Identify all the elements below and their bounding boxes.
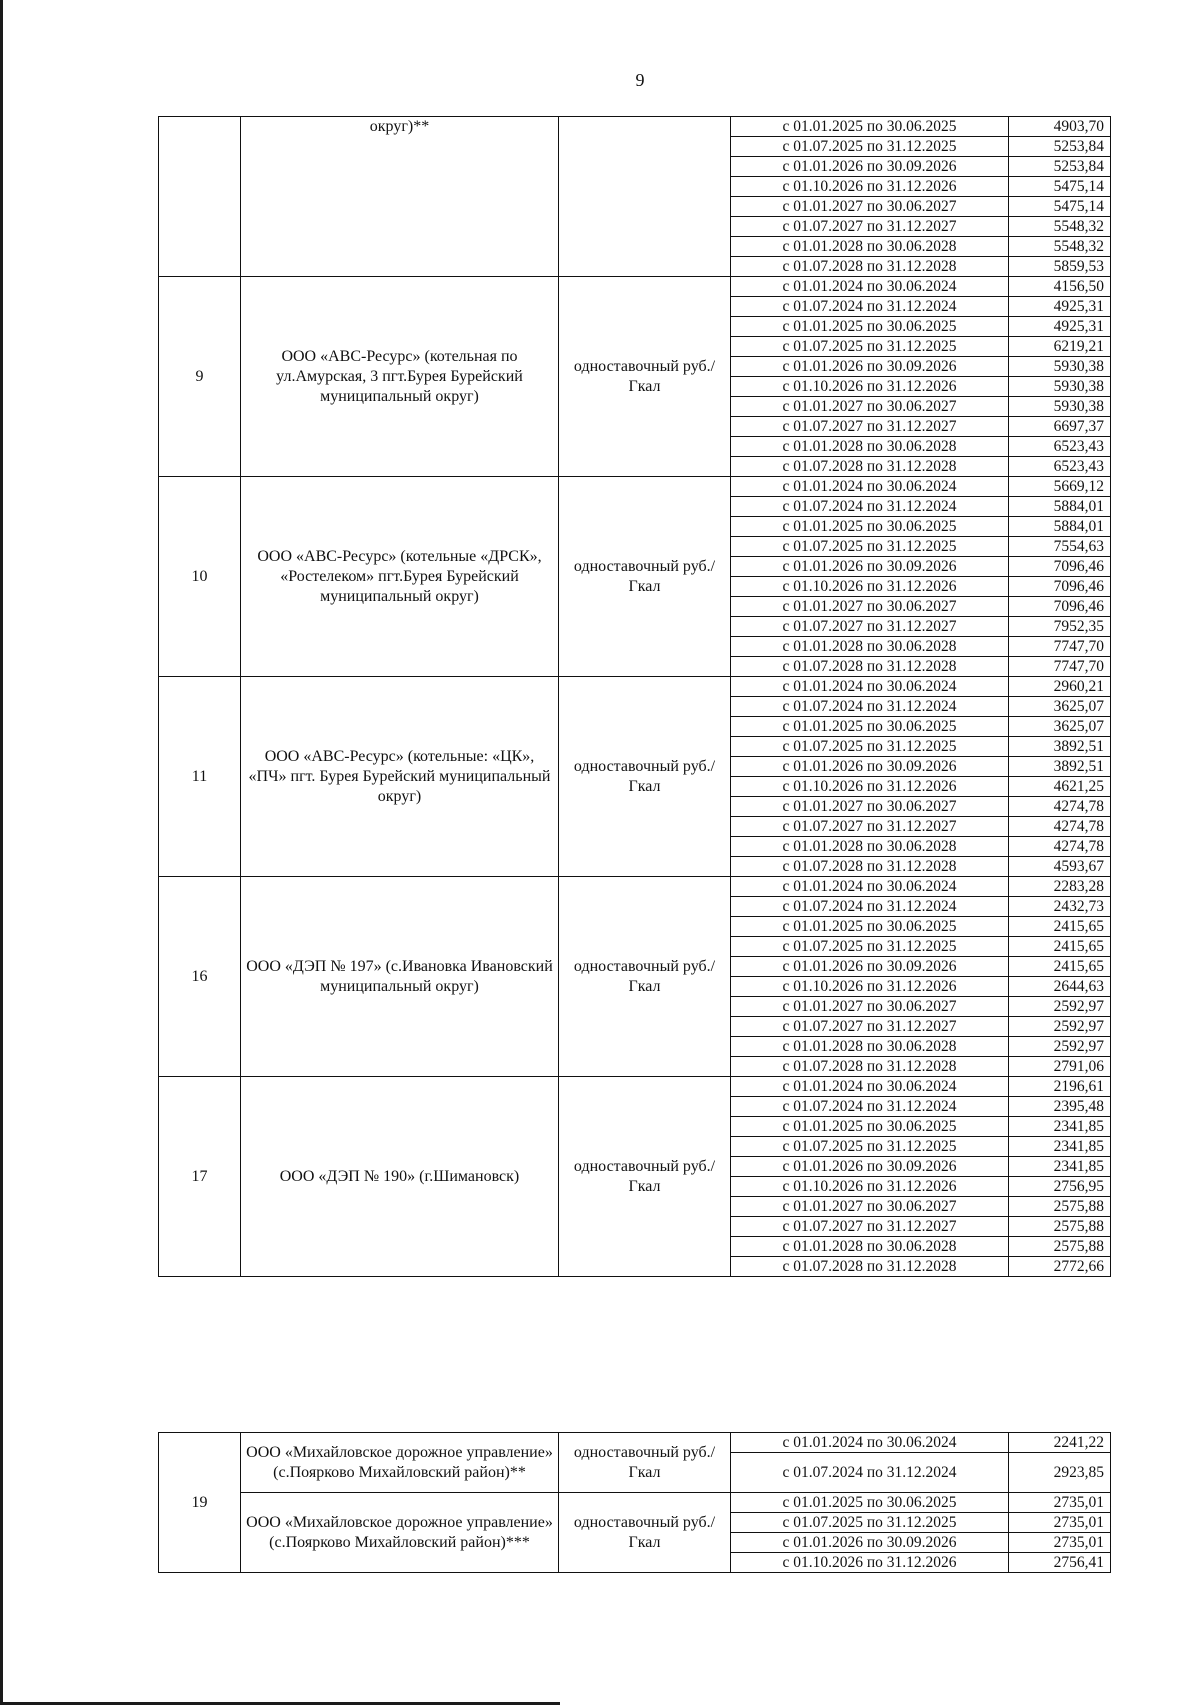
period-cell: с 01.01.2028 по 30.06.2028	[731, 637, 1009, 657]
tariff-value-cell: 2575,88	[1009, 1237, 1111, 1257]
period-cell: с 01.10.2026 по 31.12.2026	[731, 777, 1009, 797]
period-cell: с 01.01.2024 по 30.06.2024	[731, 877, 1009, 897]
period-cell: с 01.01.2028 по 30.06.2028	[731, 837, 1009, 857]
tariff-value-cell: 2772,66	[1009, 1257, 1111, 1277]
period-cell: с 01.01.2024 по 30.06.2024	[731, 1077, 1009, 1097]
table-row	[159, 477, 1111, 497]
tariff-value-cell: 5930,38	[1009, 377, 1111, 397]
period-cell: с 01.10.2026 по 31.12.2026	[731, 577, 1009, 597]
period-cell: с 01.07.2028 по 31.12.2028	[731, 1257, 1009, 1277]
tariff-value-cell: 5669,12	[1009, 477, 1111, 497]
period-cell: с 01.07.2024 по 31.12.2024	[731, 497, 1009, 517]
period-cell: с 01.01.2026 по 30.09.2026	[731, 957, 1009, 977]
tariff-value-cell: 4274,78	[1009, 817, 1111, 837]
period-cell: с 01.10.2026 по 31.12.2026	[731, 377, 1009, 397]
period-cell: с 01.01.2028 по 30.06.2028	[731, 1037, 1009, 1057]
period-cell: с 01.01.2028 по 30.06.2028	[731, 237, 1009, 257]
tariff-value-cell: 7096,46	[1009, 557, 1111, 577]
period-cell: с 01.01.2024 по 30.06.2024	[731, 677, 1009, 697]
table-row	[159, 117, 1111, 137]
table-row	[159, 677, 1111, 697]
period-cell: с 01.01.2026 по 30.09.2026	[731, 1533, 1009, 1553]
period-cell: с 01.07.2027 по 31.12.2027	[731, 417, 1009, 437]
tariff-value-cell: 4621,25	[1009, 777, 1111, 797]
table-row	[159, 277, 1111, 297]
period-cell: с 01.01.2026 по 30.09.2026	[731, 557, 1009, 577]
period-cell: с 01.07.2027 по 31.12.2027	[731, 817, 1009, 837]
tariff-value-cell: 2341,85	[1009, 1117, 1111, 1137]
row-number-cell: 11	[159, 677, 241, 877]
tariff-value-cell: 3892,51	[1009, 737, 1111, 757]
tariff-value-cell: 2196,61	[1009, 1077, 1111, 1097]
period-cell: с 01.07.2024 по 31.12.2024	[731, 297, 1009, 317]
tariff-value-cell: 2575,88	[1009, 1217, 1111, 1237]
organization-cell: ООО «ДЭП № 197» (с.Ивановка Ивановский муниципальный округ)	[241, 877, 559, 1077]
tariff-value-cell: 7747,70	[1009, 637, 1111, 657]
tariff-value-cell: 4925,31	[1009, 297, 1111, 317]
row-number-cell: 10	[159, 477, 241, 677]
period-cell: с 01.07.2024 по 31.12.2024	[731, 697, 1009, 717]
tariff-value-cell: 7554,63	[1009, 537, 1111, 557]
period-cell: с 01.01.2024 по 30.06.2024	[731, 1433, 1009, 1453]
tariff-value-cell: 2592,97	[1009, 1037, 1111, 1057]
tariff-value-cell: 6523,43	[1009, 437, 1111, 457]
tariff-value-cell: 5548,32	[1009, 217, 1111, 237]
row-number-cell	[159, 117, 241, 277]
period-cell: с 01.01.2025 по 30.06.2025	[731, 1117, 1009, 1137]
tariff-value-cell: 2644,63	[1009, 977, 1111, 997]
organization-cell: ООО «Михайловское дорожное управление» (с.Поярково Михайловский район)**	[241, 1433, 559, 1493]
tariff-value-cell: 2592,97	[1009, 1017, 1111, 1037]
period-cell: с 01.07.2025 по 31.12.2025	[731, 937, 1009, 957]
tariff-value-cell: 2735,01	[1009, 1493, 1111, 1513]
organization-cell: ООО «Михайловское дорожное управление» (с.Поярково Михайловский район)***	[241, 1493, 559, 1573]
tariff-value-cell: 2735,01	[1009, 1533, 1111, 1553]
tariff-value-cell: 2756,95	[1009, 1177, 1111, 1197]
tariff-type-cell: одноставочный руб./Гкал	[559, 1493, 731, 1573]
period-cell: с 01.01.2025 по 30.06.2025	[731, 1493, 1009, 1513]
tariff-value-cell: 4274,78	[1009, 797, 1111, 817]
tariff-value-cell: 2756,41	[1009, 1553, 1111, 1573]
period-cell: с 01.07.2028 по 31.12.2028	[731, 457, 1009, 477]
tariff-type-cell: одноставочный руб./Гкал	[559, 1433, 731, 1493]
tariff-type-cell: одноставочный руб./Гкал	[559, 277, 731, 477]
period-cell: с 01.01.2026 по 30.09.2026	[731, 757, 1009, 777]
tariff-value-cell: 6219,21	[1009, 337, 1111, 357]
tariff-value-cell: 5548,32	[1009, 237, 1111, 257]
period-cell: с 01.01.2025 по 30.06.2025	[731, 517, 1009, 537]
period-cell: с 01.07.2025 по 31.12.2025	[731, 337, 1009, 357]
period-cell: с 01.01.2026 по 30.09.2026	[731, 157, 1009, 177]
tariff-value-cell: 2283,28	[1009, 877, 1111, 897]
tariff-value-cell: 2575,88	[1009, 1197, 1111, 1217]
period-cell: с 01.10.2026 по 31.12.2026	[731, 177, 1009, 197]
tariff-value-cell: 7952,35	[1009, 617, 1111, 637]
tariff-value-cell: 4925,31	[1009, 317, 1111, 337]
tariff-table-main	[158, 116, 1111, 1277]
tariff-value-cell: 5884,01	[1009, 497, 1111, 517]
tariff-value-cell: 5253,84	[1009, 157, 1111, 177]
period-cell: с 01.07.2028 по 31.12.2028	[731, 257, 1009, 277]
page-number: 9	[635, 70, 645, 90]
row-number-cell: 9	[159, 277, 241, 477]
period-cell: с 01.07.2027 по 31.12.2027	[731, 617, 1009, 637]
period-cell: с 01.07.2027 по 31.12.2027	[731, 217, 1009, 237]
period-cell: с 01.01.2027 по 30.06.2027	[731, 797, 1009, 817]
table-row	[159, 1433, 1111, 1453]
period-cell: с 01.01.2025 по 30.06.2025	[731, 117, 1009, 137]
organization-cell: округ)**	[241, 117, 559, 277]
period-cell: с 01.07.2027 по 31.12.2027	[731, 1017, 1009, 1037]
period-cell: с 01.01.2027 по 30.06.2027	[731, 997, 1009, 1017]
period-cell: с 01.07.2025 по 31.12.2025	[731, 737, 1009, 757]
period-cell: с 01.01.2027 по 30.06.2027	[731, 1197, 1009, 1217]
tariff-value-cell: 5253,84	[1009, 137, 1111, 157]
table-row	[159, 1077, 1111, 1097]
period-cell: с 01.07.2025 по 31.12.2025	[731, 537, 1009, 557]
organization-cell: ООО «АВС-Ресурс» (котельные: «ЦК», «ПЧ» пгт. Бурея Бурейский муниципальный округ)	[241, 677, 559, 877]
period-cell: с 01.07.2025 по 31.12.2025	[731, 137, 1009, 157]
tariff-value-cell: 2415,65	[1009, 957, 1111, 977]
tariff-value-cell: 3625,07	[1009, 717, 1111, 737]
tariff-value-cell: 2791,06	[1009, 1057, 1111, 1077]
tariff-value-cell: 7096,46	[1009, 597, 1111, 617]
period-cell: с 01.07.2025 по 31.12.2025	[731, 1137, 1009, 1157]
tariff-table-second	[158, 1432, 1111, 1573]
period-cell: с 01.01.2026 по 30.09.2026	[731, 1157, 1009, 1177]
tariff-value-cell: 2341,85	[1009, 1157, 1111, 1177]
tariff-value-cell: 2415,65	[1009, 937, 1111, 957]
tariff-type-cell: одноставочный руб./Гкал	[559, 877, 731, 1077]
tariff-value-cell: 5884,01	[1009, 517, 1111, 537]
period-cell: с 01.01.2028 по 30.06.2028	[731, 437, 1009, 457]
tariff-value-cell: 6523,43	[1009, 457, 1111, 477]
tariff-value-cell: 2592,97	[1009, 997, 1111, 1017]
tariff-value-cell: 6697,37	[1009, 417, 1111, 437]
tariff-value-cell: 2923,85	[1009, 1453, 1111, 1493]
tariff-value-cell: 4593,67	[1009, 857, 1111, 877]
tariff-value-cell: 3892,51	[1009, 757, 1111, 777]
tariff-value-cell: 7747,70	[1009, 657, 1111, 677]
tariff-type-cell: одноставочный руб./Гкал	[559, 1077, 731, 1277]
period-cell: с 01.10.2026 по 31.12.2026	[731, 1177, 1009, 1197]
tariff-value-cell: 2341,85	[1009, 1137, 1111, 1157]
period-cell: с 01.01.2024 по 30.06.2024	[731, 477, 1009, 497]
tariff-value-cell: 7096,46	[1009, 577, 1111, 597]
row-number-cell: 19	[159, 1433, 241, 1573]
period-cell: с 01.07.2024 по 31.12.2024	[731, 1453, 1009, 1493]
period-cell: с 01.01.2025 по 30.06.2025	[731, 317, 1009, 337]
period-cell: с 01.01.2028 по 30.06.2028	[731, 1237, 1009, 1257]
period-cell: с 01.07.2028 по 31.12.2028	[731, 1057, 1009, 1077]
row-number-cell: 17	[159, 1077, 241, 1277]
tariff-value-cell: 2735,01	[1009, 1513, 1111, 1533]
period-cell: с 01.07.2024 по 31.12.2024	[731, 897, 1009, 917]
tariff-type-cell: одноставочный руб./Гкал	[559, 677, 731, 877]
tariff-value-cell: 3625,07	[1009, 697, 1111, 717]
tariff-value-cell: 2415,65	[1009, 917, 1111, 937]
tariff-value-cell: 2432,73	[1009, 897, 1111, 917]
tariff-value-cell: 4156,50	[1009, 277, 1111, 297]
period-cell: с 01.07.2027 по 31.12.2027	[731, 1217, 1009, 1237]
organization-cell: ООО «АВС-Ресурс» (котельная по ул.Амурская, 3 пгт.Бурея Бурейский муниципальный округ)	[241, 277, 559, 477]
period-cell: с 01.07.2025 по 31.12.2025	[731, 1513, 1009, 1533]
scan-left-edge	[0, 0, 3, 1705]
tariff-value-cell: 4274,78	[1009, 837, 1111, 857]
tariff-value-cell: 5930,38	[1009, 397, 1111, 417]
tariff-value-cell: 5859,53	[1009, 257, 1111, 277]
period-cell: с 01.01.2027 по 30.06.2027	[731, 397, 1009, 417]
table-row	[159, 877, 1111, 897]
organization-cell: ООО «ДЭП № 190» (г.Шимановск)	[241, 1077, 559, 1277]
period-cell: с 01.01.2027 по 30.06.2027	[731, 197, 1009, 217]
row-number-cell: 16	[159, 877, 241, 1077]
tariff-value-cell: 5475,14	[1009, 197, 1111, 217]
period-cell: с 01.10.2026 по 31.12.2026	[731, 1553, 1009, 1573]
tariff-value-cell: 5930,38	[1009, 357, 1111, 377]
organization-cell: ООО «АВС-Ресурс» (котельные «ДРСК», «Ростелеком» пгт.Бурея Бурейский муниципальный округ)	[241, 477, 559, 677]
tariff-value-cell: 5475,14	[1009, 177, 1111, 197]
period-cell: с 01.01.2026 по 30.09.2026	[731, 357, 1009, 377]
period-cell: с 01.07.2028 по 31.12.2028	[731, 657, 1009, 677]
period-cell: с 01.07.2024 по 31.12.2024	[731, 1097, 1009, 1117]
table-row	[159, 1493, 1111, 1513]
tariff-value-cell: 4903,70	[1009, 117, 1111, 137]
tariff-value-cell: 2395,48	[1009, 1097, 1111, 1117]
tariff-type-cell: одноставочный руб./Гкал	[559, 477, 731, 677]
period-cell: с 01.01.2025 по 30.06.2025	[731, 917, 1009, 937]
tariff-value-cell: 2241,22	[1009, 1433, 1111, 1453]
period-cell: с 01.01.2025 по 30.06.2025	[731, 717, 1009, 737]
period-cell: с 01.10.2026 по 31.12.2026	[731, 977, 1009, 997]
period-cell: с 01.07.2028 по 31.12.2028	[731, 857, 1009, 877]
period-cell: с 01.01.2027 по 30.06.2027	[731, 597, 1009, 617]
tariff-value-cell: 2960,21	[1009, 677, 1111, 697]
tariff-type-cell	[559, 117, 731, 277]
period-cell: с 01.01.2024 по 30.06.2024	[731, 277, 1009, 297]
